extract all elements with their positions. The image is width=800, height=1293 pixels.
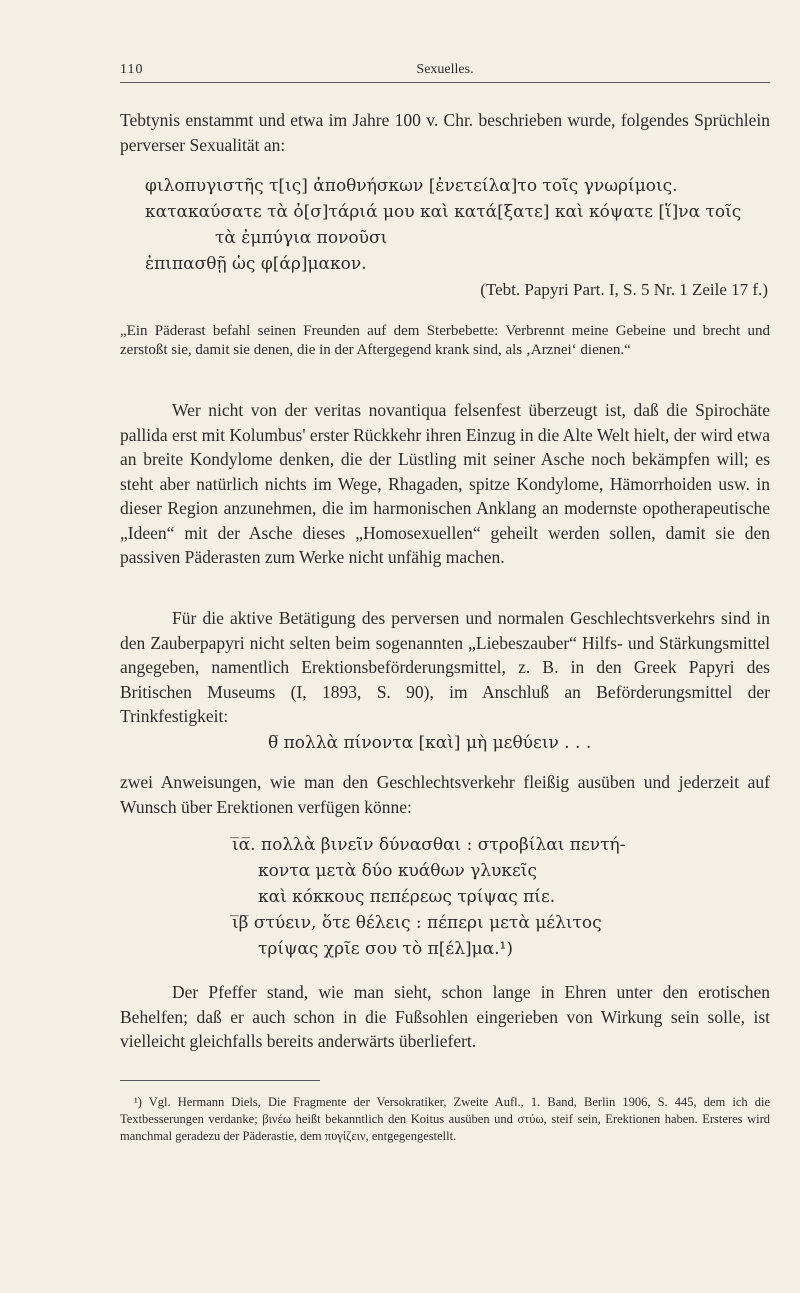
greek-recipe-line: κοντα μετὰ δύο κυάθων γλυκεῖς — [258, 861, 537, 881]
greek-recipe-line: καὶ κόκκους πεπέρεως τρίψας πίε. — [258, 887, 556, 907]
body-paragraph: Wer nicht von der veritas novantiqua felsenfest überzeugt ist, daß die Spirochäte pallida erst mit Kolumbus' erster Rückkehr ihren Einzug in die Alte Welt hielt, der wird etwa an breite Kondylome denken, die der Lüstling mit seiner Asche noch bekämpfen will; es steht aber natürlich nichts im Wege, Rhagaden, spitze Kondylome, Hämorrhoiden usw. in dieser Region anzunehmen, die im harmonischen Anklang an modernste opotherapeutische „Ideen“ mit der Asche dieses „Homosexuellen“ geheilt werden sollen, damit sie den passiven Päderasten zum Werke nicht unfähig machen. — [120, 400, 770, 567]
source-reference: (Tebt. Papyri Part. I, S. 5 Nr. 1 Zeile 17 f.) — [480, 280, 768, 299]
running-title: Sexuelles. — [416, 62, 474, 77]
greek-recipe-line: ι̅α̅. πολλὰ βινεῖν δύνασθαι : στροβίλαι πεντή- — [232, 835, 626, 855]
greek-verse-line: φιλοπυγιστῆς τ[ις] ἀποθνήσκων [ἐνετείλα]το τοῖς γνωρίμοις. — [145, 176, 678, 196]
translation-paragraph: „Ein Päderast befahl seinen Freunden auf dem Sterbebette: Verbrennt meine Gebeine und brecht und zerstoßt sie, damit sie denen, die in der Aftergegend krank sind, als ‚Arznei‘ dienen.“ — [120, 323, 770, 358]
body-paragraph: Der Pfeffer stand, wie man sieht, schon lange in Ehren unter den erotischen Behelfen; daß er auch schon in die Fußsohlen eingerieben von Wirkung sein solle, ist vielleicht gleichfalls bereits anderwärts überliefert. — [120, 982, 770, 1051]
greek-verse-line: τὰ ἐμπύγια πονοῦσι — [215, 228, 388, 248]
footnote-divider — [120, 1080, 320, 1081]
greek-recipe-line: τρίψας χρῖε σου τὸ π[έλ]μα.¹) — [258, 939, 513, 959]
greek-recipe-line: ι̅β̅ στύειν, ὅτε θέλεις : πέπερι μετὰ μέλιτος — [232, 913, 602, 933]
body-paragraph: Für die aktive Betätigung des perversen und normalen Geschlechtsverkehrs sind in den Zauberpapyri nicht selten beim sogenannten „Liebeszauber“ Hilfs- und Stärkungsmittel angegeben, namentlich Erektionsbeförderungsmittel, z. B. in den Greek Papyri des Britischen Museums (I, 1893, S. 90), im Anschluß an Beförderungsmittel der Trinkfestigkeit: — [120, 608, 770, 726]
intro-paragraph: Tebtynis enstammt und etwa im Jahre 100 v. Chr. beschrieben wurde, folgendes Sprüchlein perverser Sexualität an: — [120, 110, 770, 155]
running-header — [120, 60, 770, 83]
page-number: 110 — [120, 62, 144, 77]
greek-verse-line: ἐπιπασθῇ ὡς φ[άρ]μακον. — [145, 254, 367, 274]
greek-verse-line: κατακαύσατε τὰ ὀ[σ]τάριά μου καὶ κατά[ξατε] καὶ κόψατε [ἵ]να τοῖς — [145, 202, 742, 222]
body-paragraph: zwei Anweisungen, wie man den Geschlechtsverkehr fleißig ausüben und jederzeit auf Wunsch über Erektionen verfügen könne: — [120, 772, 770, 817]
footnote: ¹) Vgl. Hermann Diels, Die Fragmente der Versokratiker, Zweite Aufl., 1. Band, Berlin 1906, S. 445, dem ich die Textbesserungen verdanke; βινέω heißt bekanntlich den Koitus ausüben und στύω, steif sein, Erektionen haben. Ersteres wird manchmal geradezu der Päderastie, dem πυγίζειν, entgegengestellt. — [120, 1095, 770, 1143]
greek-quotation: θ̅ πολλὰ πίνοντα [καὶ] μὴ μεθύειν . . . — [268, 733, 592, 753]
